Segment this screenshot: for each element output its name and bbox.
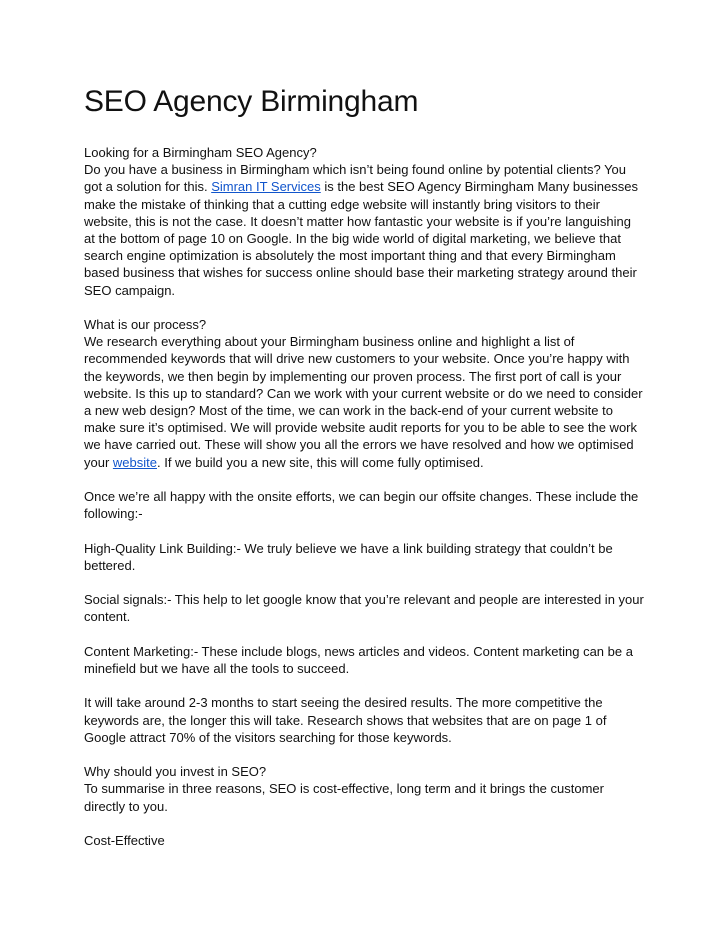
process-heading: What is our process? [84, 317, 207, 333]
process-text-before-link: We research everything about your Birmingham business online and highlight a list of recommended keywords that will drive new customers to your website. Once you’re happy with the keywords, we then begin by implementing our proven process. The first port of call is your website. Is this up to standard? Can we work with your current website or do we need to consider a new web design? Most of the time, we can work in the back-end of your current website to make sure it’s optimised. We will provide website audit reports for you to be able to see the work we have carried out. These will show you all the errors we have resolved and how we optimised your [84, 334, 643, 470]
intro-text-before-link: Do you have a business in Birmingham which isn’t being found online by potential clients? You got a solution for this. [84, 162, 627, 195]
cost-effective-heading: Cost-Effective [84, 833, 165, 848]
why-invest-section [84, 763, 644, 815]
content-marketing-section [84, 643, 644, 677]
offsite-intro-paragraph: Once we’re all happy with the onsite efforts, we can begin our offsite changes. These include the following:- [84, 489, 639, 522]
intro-section [84, 144, 644, 299]
intro-heading: Looking for a Birmingham SEO Agency? [84, 145, 317, 160]
social-signals-paragraph: Social signals:- This help to let google know that you’re relevant and people are interested in your content. [84, 592, 644, 625]
process-section [84, 316, 644, 471]
offsite-section [84, 488, 644, 522]
document-page [84, 82, 644, 866]
document-title: SEO Agency Birmingham [84, 85, 419, 118]
results-section [84, 694, 644, 746]
simran-it-services-link[interactable]: Simran IT Services [211, 179, 321, 195]
why-invest-paragraph: To summarise in three reasons, SEO is cost-effective, long term and it brings the customer directly to you. [84, 781, 604, 814]
process-text-after-link: . If we build you a new site, this will come fully optimised. [156, 454, 484, 470]
intro-paragraph [84, 161, 644, 299]
why-invest-heading: Why should you invest in SEO? [84, 764, 267, 780]
process-paragraph [84, 333, 644, 471]
content-marketing-paragraph: Content Marketing:- These include blogs, news articles and videos. Content marketing can be a minefield but we have all the tools to succeed. [84, 643, 633, 677]
results-paragraph: It will take around 2-3 months to start seeing the desired results. The more competitive the keywords are, the longer this will take. Research shows that websites that are on page 1 of Google attract 70% of the visitors searching for those keywords. [84, 695, 607, 745]
link-building-section [84, 540, 644, 574]
social-signals-section [84, 591, 644, 625]
intro-text-after-link: is the best SEO Agency Birmingham Many businesses make the mistake of thinking that a cutting edge website will instantly bring visitors to their website, this is not the case. It doesn’t matter how fantastic your website is if you’re languishing at the bottom of page 10 on Google. In the big wide world of digital marketing, we believe that search engine optimization is absolutely the most important thing and that every Birmingham based business that wishes for success online should base their marketing strategy around their SEO campaign. [84, 179, 638, 298]
cost-effective-section [84, 832, 644, 849]
website-link[interactable]: website [112, 454, 157, 470]
link-building-paragraph: High-Quality Link Building:- We truly believe we have a link building strategy that couldn’t be bettered. [84, 540, 613, 573]
